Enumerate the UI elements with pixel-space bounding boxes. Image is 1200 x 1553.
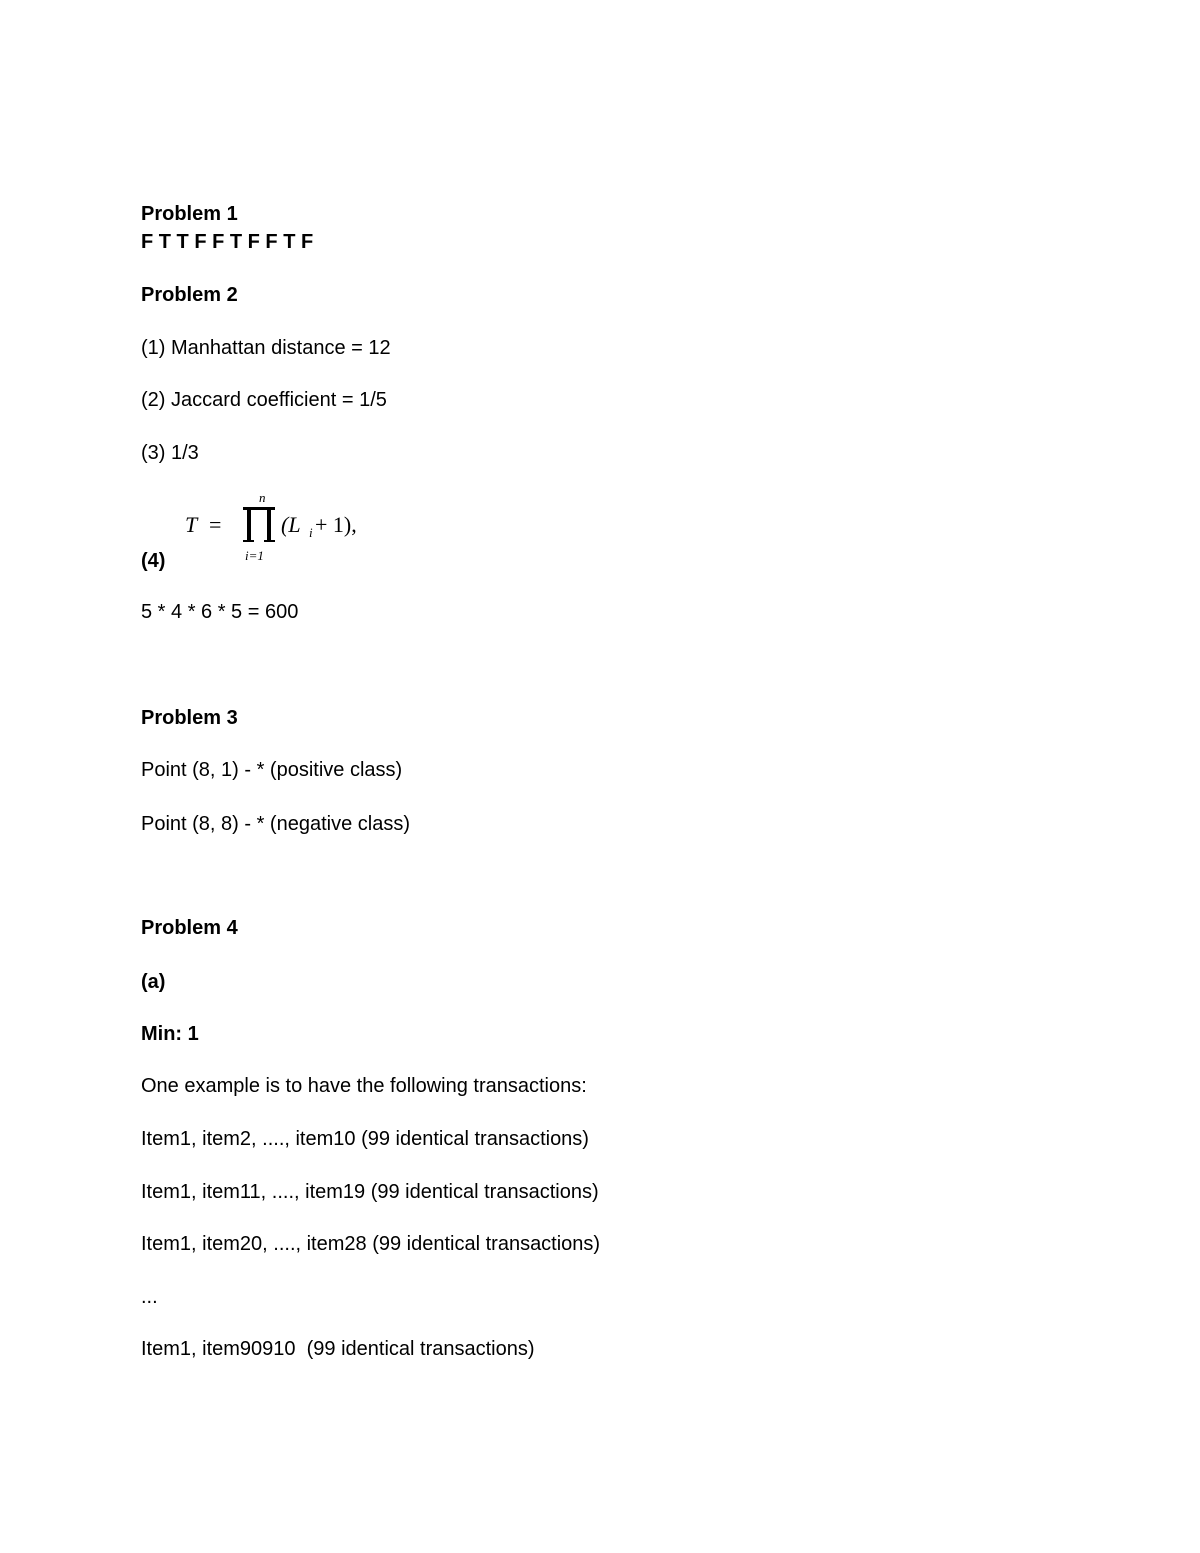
problem2-item4-label: (4)	[141, 550, 166, 572]
problem4-heading: Problem 4	[141, 917, 238, 939]
problem4-intro: One example is to have the following transactions:	[141, 1075, 587, 1097]
problem2-item3: (3) 1/3	[141, 442, 199, 464]
problem1-answers: F T T F F T F F T F	[141, 231, 314, 253]
problem2-item2: (2) Jaccard coefficient = 1/5	[141, 389, 387, 411]
problem4-part-a: (a)	[141, 971, 166, 993]
problem2-heading: Problem 2	[141, 284, 238, 306]
formula-product-upper: n	[259, 490, 266, 505]
problem4-ellipsis: ...	[141, 1286, 158, 1308]
problem4-transaction-3: Item1, item20, ...., item28 (99 identical transactions)	[141, 1233, 601, 1255]
product-formula	[185, 490, 415, 570]
problem4-transaction-last: Item1, item90910 (99 identical transactions)	[141, 1338, 535, 1360]
problem2-item1: (1) Manhattan distance = 12	[141, 337, 391, 359]
problem3-point2: Point (8, 8) - * (negative class)	[141, 813, 410, 835]
problem3-heading: Problem 3	[141, 707, 238, 729]
problem4-transaction-2: Item1, item11, ...., item19 (99 identical transactions)	[141, 1181, 599, 1203]
formula-body-open: (L	[281, 512, 301, 537]
problem1-heading: Problem 1	[141, 203, 238, 225]
formula-equals: =	[209, 512, 222, 537]
formula-product-lower: i=1	[245, 548, 264, 563]
problem4-transaction-1: Item1, item2, ...., item10 (99 identical transactions)	[141, 1128, 589, 1150]
formula-body-rest: + 1),	[315, 512, 357, 537]
problem3-point1: Point (8, 1) - * (positive class)	[141, 759, 403, 781]
product-symbol-icon	[243, 507, 275, 542]
problem4-min: Min: 1	[141, 1023, 199, 1045]
problem2-computation: 5 * 4 * 6 * 5 = 600	[141, 601, 299, 623]
formula-body-sub: i	[309, 525, 313, 540]
formula-lhs: T	[185, 512, 198, 537]
